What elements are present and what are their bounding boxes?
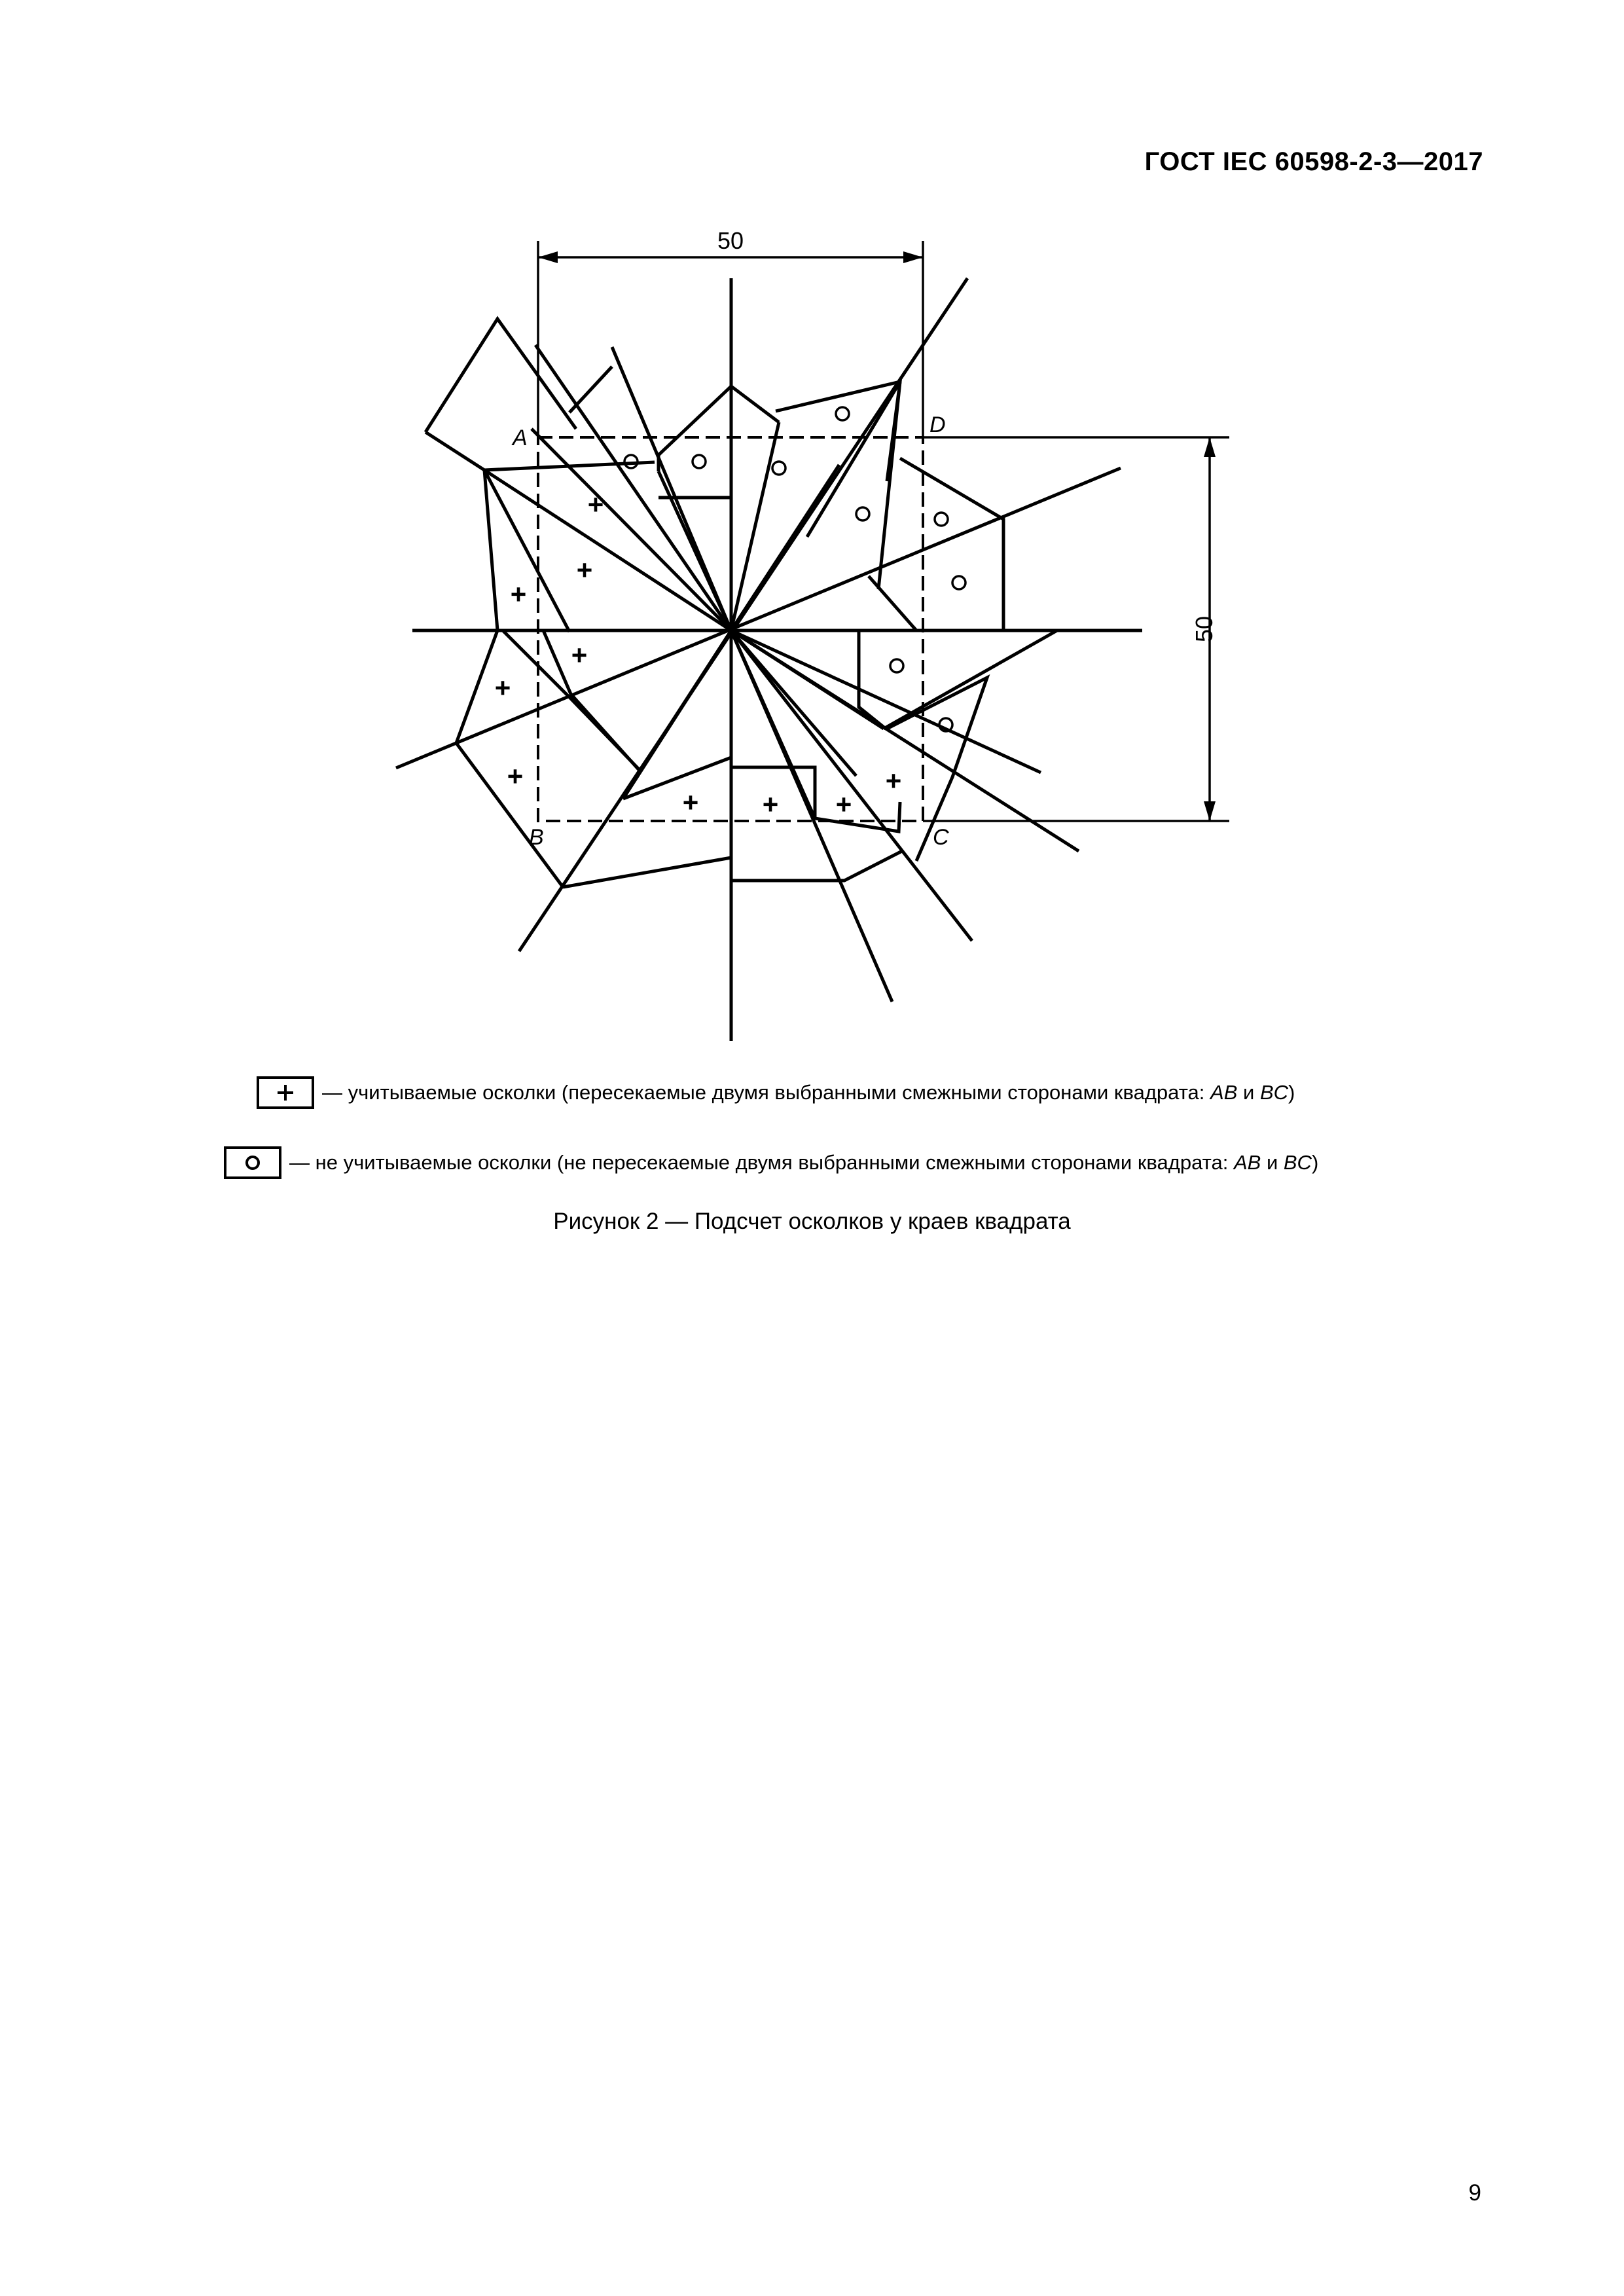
legend-counted-symbol [257,1076,314,1109]
arrow-up [1204,437,1216,457]
corner-label-b: B [529,825,544,850]
fragment-edge [623,757,731,799]
arrow-left [538,251,558,263]
counted-fragment-marker: + [510,579,527,610]
fragment-edge [869,576,916,630]
not-counted-fragment-marker [935,513,948,526]
counted-fragment-marker: + [885,765,902,796]
fragment-edge [456,630,563,887]
document-standard-id: ГОСТ IEC 60598-2-3—2017 [1144,147,1483,176]
counted-fragment-marker: + [682,787,699,818]
radial-line [731,630,972,941]
fragment-edge [900,458,1003,630]
fragment-edge [571,694,640,771]
counted-fragment-marker: + [587,489,604,520]
page-number: 9 [1468,2180,1481,2206]
spoke [623,630,731,799]
counted-fragment-marker: + [507,761,524,792]
spoke [731,630,1041,773]
spoke [532,429,731,630]
corner-label-c: C [933,825,949,850]
dimension-horizontal-label: 50 [717,227,744,254]
fragment-edge [884,630,1057,729]
counted-fragment-marker: + [571,640,588,670]
fragment-edge [659,386,779,471]
fragment-edge [731,851,902,881]
arrow-right [903,251,923,263]
not-counted-fragment-marker [952,576,965,589]
counted-fragment-marker: + [494,672,511,703]
legend-not-counted [224,1146,1318,1179]
fragment-edge [563,858,731,887]
fragment-edge [425,432,484,470]
counted-fragment-marker: + [835,789,852,820]
legend-not-counted-text: — не учитываемые осколки (не пересекаемые двумя выбранными смежными сторонами квадрата: AB и BC) [289,1151,1319,1174]
corner-label-d: D [929,412,946,437]
counted-fragment-marker: + [576,555,593,585]
fragment-edge [425,319,576,432]
not-counted-fragment-marker [890,659,903,672]
legend-not-counted-symbol [224,1146,281,1179]
not-counted-fragment-marker [772,462,785,475]
arrow-down [1204,801,1216,821]
legend-counted [257,1076,1295,1109]
not-counted-fragment-marker [836,407,849,420]
counted-fragment-marker: + [762,789,779,820]
fragment-count-diagram [0,0,1624,1061]
figure-caption: Рисунок 2 — Подсчет осколков у краев квадрата [553,1209,1071,1234]
not-counted-fragment-marker [693,455,706,468]
legend-counted-text: — учитываемые осколки (пересекаемые двумя выбранными смежными сторонами квадрата: AB и BC) [322,1081,1295,1104]
fragment-edge [569,367,612,412]
spoke [731,630,856,776]
spoke [535,345,731,630]
not-counted-fragment-marker [856,507,869,520]
dimension-vertical-label: 50 [1191,615,1218,643]
corner-label-a: A [513,426,528,450]
